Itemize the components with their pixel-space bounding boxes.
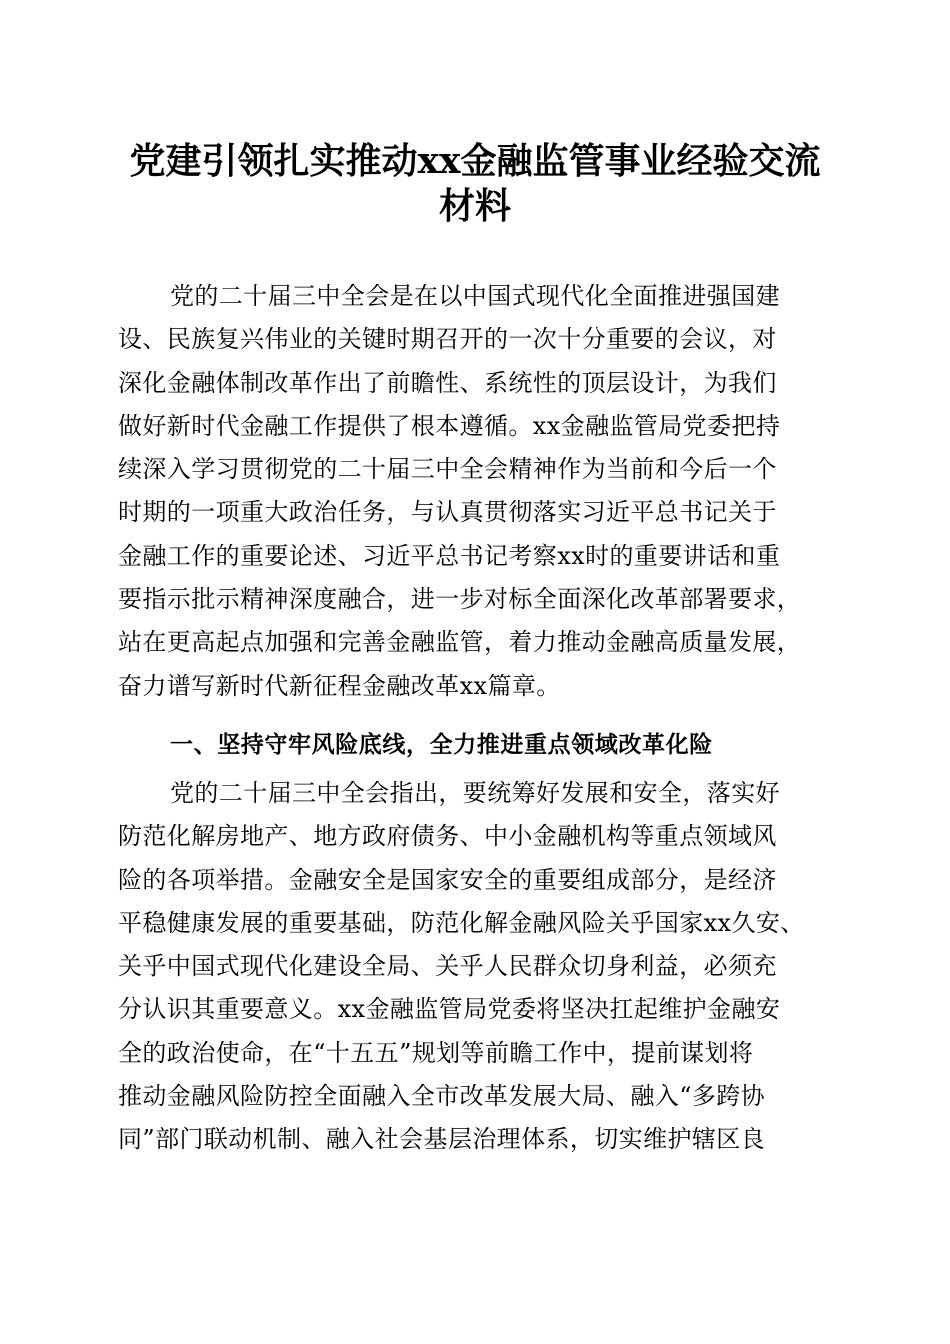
- paragraph-line: 时期的一项重大政治任务，与认真贯彻落实习近平总书记关于: [118, 498, 777, 527]
- paragraph-line: 金融工作的重要论述、习近平总书记考察xx时的重要讲话和重: [118, 541, 781, 570]
- paragraph-line: 关乎中国式现代化建设全局、关乎人民群众切身利益，必须充: [118, 952, 777, 981]
- paragraph-line: 推动金融风险防控全面融入全市改革发展大局、融入“多跨协: [118, 1082, 766, 1111]
- document-title-line-1: 党建引领扎实推动xx金融监管事业经验交流: [129, 140, 821, 182]
- paragraph-line: 要指示批示精神深度融合，进一步对标全面深化改革部署要求，: [118, 585, 802, 614]
- paragraph-section-1: [118, 772, 838, 1162]
- paragraph-line: 奋力谱写新时代新征程金融改革xx篇章。: [118, 671, 561, 700]
- paragraph-line: 险的各项举措。金融安全是国家安全的重要组成部分，是经济: [118, 865, 777, 894]
- paragraph-line: 设、民族复兴伟业的关键时期召开的一次十分重要的会议，对: [118, 325, 777, 354]
- paragraph-line: 党的二十届三中全会是在以中国式现代化全面推进强国建: [170, 282, 780, 310]
- paragraph-line: 续深入学习贯彻党的二十届三中全会精神作为当前和今后一个: [118, 455, 777, 484]
- paragraph-line: 站在更高起点加强和完善金融监管，着力推动金融高质量发展，: [118, 628, 802, 657]
- section-heading-1: 一、坚持守牢风险底线，全力推进重点领域改革化险: [170, 732, 713, 758]
- paragraph-line: 全的政治使命，在“十五五”规划等前瞻工作中，提前谋划将: [118, 1038, 754, 1067]
- paragraph-line: 防范化解房地产、地方政府债务、中小金融机构等重点领域风: [118, 822, 777, 851]
- paragraph-line: 平稳健康发展的重要基础，防范化解金融风险关乎国家xx久安、: [118, 908, 805, 937]
- paragraph-line: 同”部门联动机制、融入社会基层治理体系，切实维护辖区良: [118, 1125, 766, 1154]
- paragraph-line: 做好新时代金融工作提供了根本遵循。xx金融监管局党委把持: [118, 411, 781, 440]
- paragraph-line: 深化金融体制改革作出了前瞻性、系统性的顶层设计，为我们: [118, 368, 777, 397]
- document-title-line-2: 材料: [438, 185, 511, 227]
- paragraph-intro: [118, 275, 838, 708]
- paragraph-line: 党的二十届三中全会指出，要统筹好发展和安全，落实好: [170, 779, 780, 807]
- paragraph-line: 分认识其重要意义。xx金融监管局党委将坚决扛起维护金融安: [118, 995, 781, 1024]
